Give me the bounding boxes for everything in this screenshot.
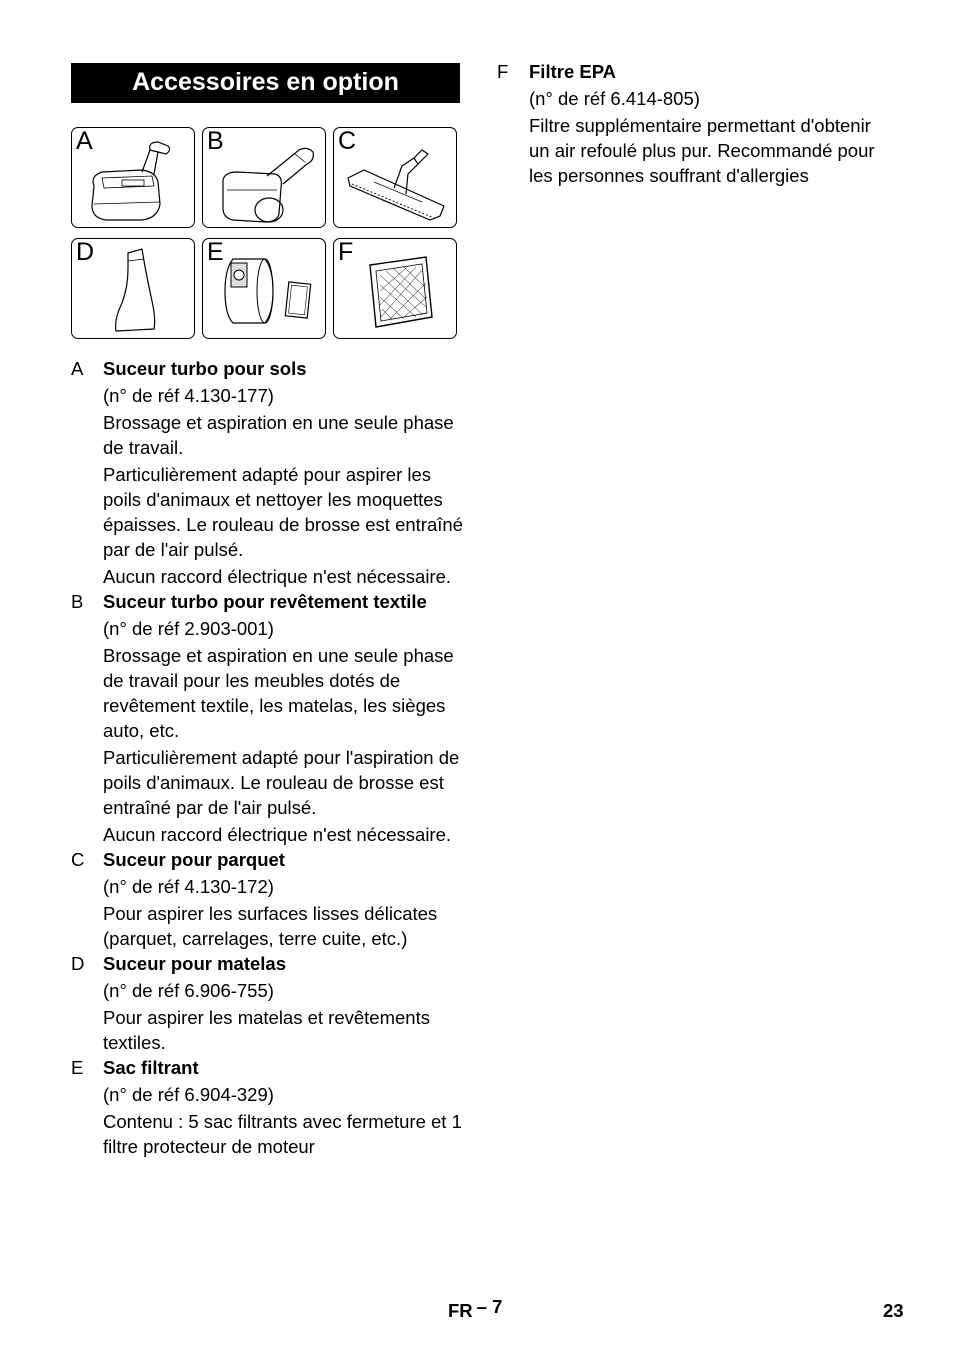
item-ref: (n° de réf 6.414-805)	[529, 88, 700, 109]
figure-letter: D	[76, 238, 95, 266]
item-name: Suceur turbo pour sols	[103, 358, 307, 379]
footer-language	[448, 1298, 502, 1323]
accessory-item-f	[497, 59, 882, 188]
accessory-item-a	[71, 356, 466, 589]
accessory-figures	[71, 127, 460, 341]
figure-b	[202, 127, 326, 228]
accessory-list-left	[71, 356, 466, 1159]
figure-a	[71, 127, 195, 228]
figure-letter: B	[207, 127, 224, 155]
figure-e	[202, 238, 326, 339]
item-ref: (n° de réf 2.903-001)	[103, 618, 274, 639]
section-page-number: – 7	[476, 1296, 503, 1317]
accessory-item-e	[71, 1055, 466, 1159]
item-description: Filtre supplémentaire permettant d'obtenir un air refoulé plus pur. Recommandé pour les personnes souffrant d'allergies	[529, 115, 875, 186]
figure-letter: F	[338, 238, 354, 266]
item-key: F	[497, 61, 509, 82]
item-description: Aucun raccord électrique n'est nécessaire.	[103, 566, 452, 587]
figure-c	[333, 127, 457, 228]
item-ref: (n° de réf 6.904-329)	[103, 1084, 274, 1105]
language-code: FR	[448, 1300, 473, 1321]
figure-letter: E	[207, 238, 224, 266]
item-description: Contenu : 5 sac filtrants avec fermeture et 1 filtre protecteur de moteur	[103, 1111, 462, 1157]
item-description: Pour aspirer les matelas et revêtements textiles.	[103, 1007, 430, 1053]
item-description: Particulièrement adapté pour l'aspiration de poils d'animaux. Le rouleau de brosse est entraîné par de l'air pulsé.	[103, 747, 460, 818]
item-name: Suceur pour parquet	[103, 849, 285, 870]
item-name: Suceur turbo pour revêtement textile	[103, 591, 427, 612]
figure-letter: C	[338, 127, 357, 155]
item-ref: (n° de réf 4.130-172)	[103, 876, 274, 897]
figure-f	[333, 238, 457, 339]
item-name: Sac filtrant	[103, 1057, 199, 1078]
item-key: A	[71, 358, 84, 379]
item-description: Brossage et aspiration en une seule phase de travail.	[103, 412, 454, 458]
accessory-item-d	[71, 951, 466, 1055]
figure-d	[71, 238, 195, 339]
page-number: 23	[883, 1300, 904, 1321]
accessory-item-b	[71, 589, 466, 847]
item-description: Pour aspirer les surfaces lisses délicates (parquet, carrelages, terre cuite, etc.)	[103, 903, 438, 949]
accessory-list-right	[497, 59, 882, 188]
item-description: Aucun raccord électrique n'est nécessaire.	[103, 824, 452, 845]
item-key: C	[71, 849, 85, 870]
accessory-item-c	[71, 847, 466, 951]
item-ref: (n° de réf 4.130-177)	[103, 385, 274, 406]
item-key: D	[71, 953, 85, 974]
item-key: B	[71, 591, 84, 612]
item-key: E	[71, 1057, 84, 1078]
figure-letter: A	[76, 127, 93, 155]
item-name: Suceur pour matelas	[103, 953, 287, 974]
item-description: Particulièrement adapté pour aspirer les poils d'animaux et nettoyer les moquettes épaisses. Le rouleau de brosse est entraîné par de l'air pulsé.	[103, 464, 463, 560]
item-description: Brossage et aspiration en une seule phase de travail pour les meubles dotés de revêtement textile, les matelas, les sièges auto, etc.	[103, 645, 454, 741]
item-ref: (n° de réf 6.906-755)	[103, 980, 274, 1001]
section-title: Accessoires en option	[71, 63, 460, 103]
item-name: Filtre EPA	[529, 61, 617, 82]
